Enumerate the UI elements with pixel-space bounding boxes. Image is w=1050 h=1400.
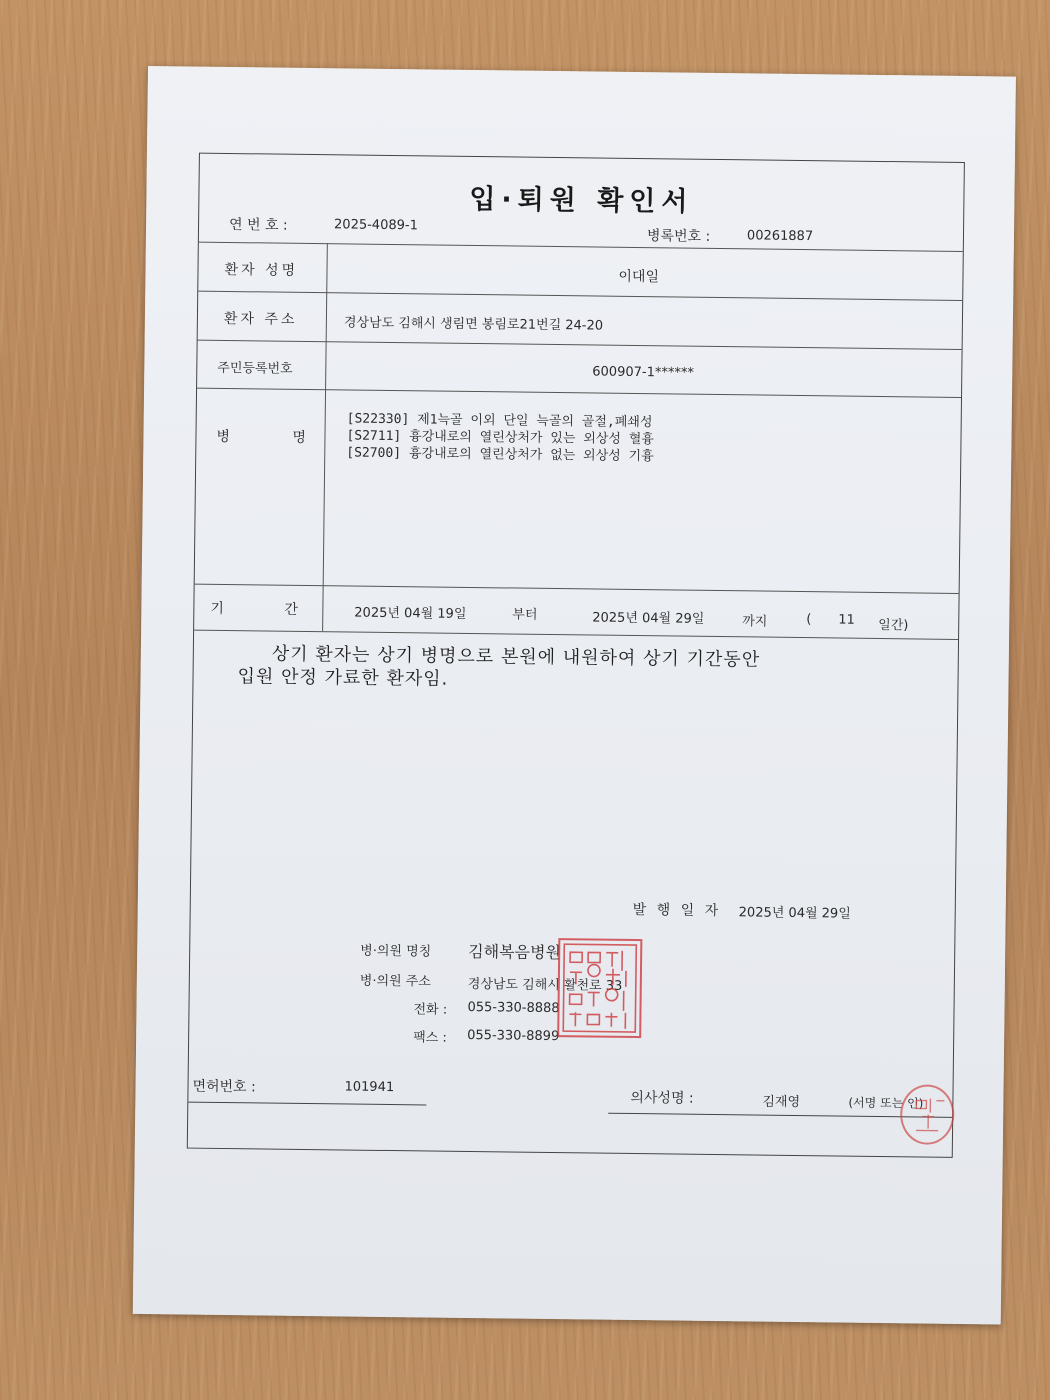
- serial-value: 2025-4089-1: [333, 217, 418, 234]
- statement: [237, 642, 760, 694]
- certificate-form: [187, 153, 965, 1158]
- patient-name-label: 환자 성명: [224, 261, 299, 279]
- hospital-address-value: 경상남도 김해시 활천로 33: [467, 976, 623, 994]
- diagnosis-label-1: 병: [216, 428, 231, 446]
- column-divider: [322, 243, 328, 631]
- hospital-address-label: 병·의원 주소: [359, 973, 431, 990]
- phone-value: 055-330-8888: [467, 999, 560, 1017]
- doctor-label: 의사성명 :: [630, 1089, 694, 1107]
- patient-address-label: 환자 주소: [223, 310, 298, 328]
- rule: [199, 242, 963, 252]
- period-open: (: [806, 612, 812, 628]
- rule: [195, 584, 959, 594]
- rule: [194, 630, 958, 640]
- period-days: 11: [838, 612, 855, 628]
- diagnosis-label-2: 명: [292, 429, 307, 446]
- record-label: 병록번호 :: [646, 228, 711, 245]
- diagnosis-item: [S22330] 제1늑골 이외 단일 늑골의 골절,폐쇄성: [346, 411, 653, 431]
- period-label-1: 기: [210, 600, 225, 617]
- rule: [198, 291, 962, 301]
- doctor-seal: [900, 1084, 955, 1145]
- hospital-name-label: 병·의원 명칭: [360, 943, 432, 960]
- period-until: 까지: [742, 614, 768, 630]
- fax-value: 055-330-8899: [467, 1027, 560, 1045]
- issue-date-label: 발 행 일 자: [632, 901, 722, 920]
- diagnosis-list: [346, 410, 654, 465]
- issue-date-value: 2025년 04월 29일: [738, 905, 851, 922]
- document-title: 입·퇴원 확인서: [469, 183, 694, 218]
- rule: [198, 340, 962, 350]
- patient-name-value: 이대일: [618, 268, 660, 286]
- signature-note: (서명 또는 인): [848, 1095, 924, 1111]
- statement-line-1: 상기 환자는 상기 병명으로 본원에 내원하여 상기 기간동안: [271, 643, 761, 671]
- statement-line-2: 입원 안정 가료한 환자임.: [237, 666, 449, 690]
- period-end: 2025년 04월 29일: [592, 610, 705, 627]
- license-value: 101941: [344, 1079, 395, 1096]
- paper-sheet: [133, 66, 1016, 1325]
- hospital-seal: [557, 938, 642, 1038]
- resident-id-label: 주민등록번호: [217, 360, 293, 377]
- seal-pattern-icon: [559, 940, 640, 1036]
- patient-address-value: 경상남도 김해시 생림면 봉림로21번길 24-20: [343, 315, 604, 334]
- doctor-seal-icon: [902, 1086, 953, 1143]
- period-from: 부터: [512, 607, 538, 623]
- serial-label: 연 번 호 :: [228, 217, 288, 234]
- record-value: 00261887: [746, 228, 814, 245]
- fax-label: 팩스 :: [413, 1030, 447, 1046]
- phone-label: 전화 :: [413, 1002, 448, 1018]
- rule: [197, 388, 961, 398]
- period-days-unit: 일간): [878, 617, 909, 634]
- period-label-2: 간: [284, 601, 298, 618]
- license-label: 면허번호 :: [192, 1078, 256, 1096]
- hospital-name-value: 김해복음병원: [468, 941, 562, 963]
- license-underline: [188, 1102, 426, 1106]
- period-start: 2025년 04월 19일: [354, 605, 467, 622]
- resident-id-value: 600907-1******: [592, 364, 694, 381]
- diagnosis-item: [S2700] 흉강내로의 열린상처가 없는 외상성 기흉: [346, 445, 654, 465]
- doctor-value: 김재영: [762, 1094, 801, 1111]
- diagnosis-item: [S2711] 흉강내로의 열린상처가 있는 외상성 혈흉: [346, 428, 654, 448]
